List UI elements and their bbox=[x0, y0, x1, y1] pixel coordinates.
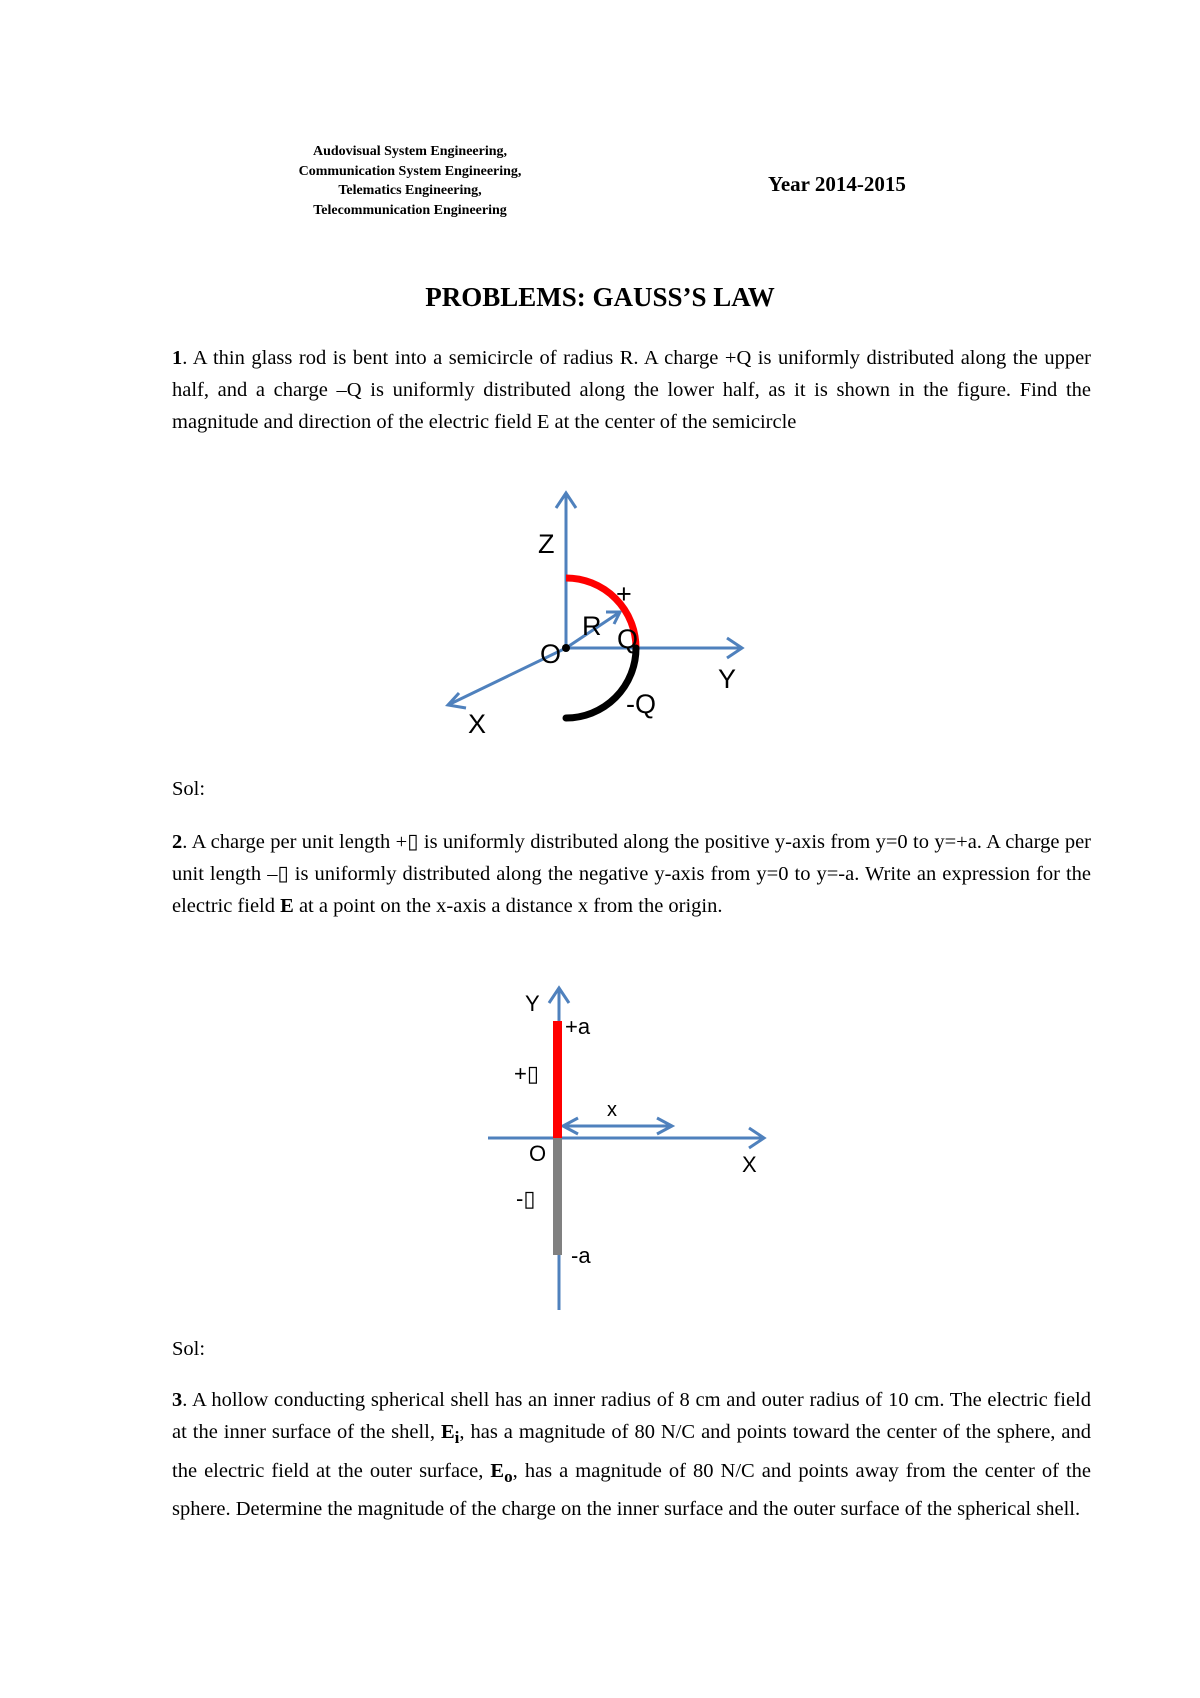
label-y: Y bbox=[525, 991, 540, 1016]
program-line: Telecommunication Engineering bbox=[313, 202, 507, 218]
solution-label: Sol: bbox=[172, 1338, 206, 1360]
problem-3 bbox=[172, 1384, 1091, 1525]
program-line: Communication System Engineering, bbox=[298, 163, 522, 179]
label-origin: O bbox=[540, 639, 562, 669]
negative-line-charge bbox=[553, 1138, 562, 1255]
label-minus-a: -a bbox=[571, 1243, 591, 1268]
problem-text: . A hollow conducting spherical shell has an inner radius of 8 cm and outer radius of 10 cm. The electric field at the inner surface of the shell, bbox=[172, 1389, 1091, 1444]
field-subscript: o bbox=[504, 1466, 513, 1486]
problem-text: , has a magnitude of 80 N/C and points toward the center of the sphere, and the electric field at the outer surface, bbox=[172, 1421, 1091, 1482]
problem-number: 3 bbox=[172, 1389, 183, 1411]
program-line: Audovisual System Engineering, bbox=[312, 144, 508, 159]
label-z: Z bbox=[538, 529, 555, 559]
program-line: Telematics Engineering, bbox=[338, 183, 482, 198]
label-plus-q: Q bbox=[617, 624, 639, 654]
problem-number: 1 bbox=[172, 347, 183, 369]
field-symbol: E bbox=[280, 895, 294, 918]
label-x: X bbox=[742, 1152, 757, 1177]
problem-text: , has a magnitude of 80 N/C and points away from the center of the sphere. Determine the magnitude of the charge on the inner surface and the outer surface of the spherical shell. bbox=[172, 1459, 1092, 1520]
label-plus-sign: + bbox=[616, 579, 632, 609]
academic-year: Year 2014-2015 bbox=[768, 172, 906, 196]
problem-text: . A charge per unit length +▯ is uniformly distributed along the positive y-axis from y=0 to y=+a. A charge per unit length –▯ is uniformly distributed along the negative y-axis from y=0 to y=-a. Write an expression for the electric field bbox=[172, 831, 1091, 918]
page-title: PROBLEMS: GAUSS’S LAW bbox=[425, 282, 775, 312]
field-subscript: i bbox=[454, 1428, 460, 1448]
problem-number: 2 bbox=[172, 831, 183, 853]
label-y: Y bbox=[718, 664, 737, 694]
field-symbol: E bbox=[440, 1421, 455, 1444]
label-distance-x: x bbox=[607, 1099, 617, 1121]
field-symbol: E bbox=[490, 1459, 505, 1482]
label-origin: O bbox=[529, 1141, 547, 1166]
problem-text: . A thin glass rod is bent into a semicircle of radius R. A charge +Q is uniformly distributed along the upper half, and a charge –Q is uniformly distributed along the lower half, as it is shown in the figure. Find the magnitude and direction of the electric field E at the center of the semicircle bbox=[172, 347, 1091, 434]
problem-text: at a point on the x-axis a distance x from the origin. bbox=[293, 895, 723, 918]
label-minus-q: -Q bbox=[626, 689, 656, 719]
label-radius: R bbox=[582, 611, 602, 641]
positive-line-charge bbox=[553, 1021, 562, 1138]
solution-label: Sol: bbox=[172, 778, 206, 800]
label-x: X bbox=[468, 709, 487, 739]
label-negative-density: -▯ bbox=[516, 1186, 536, 1211]
label-plus-a: +a bbox=[565, 1014, 591, 1039]
label-positive-density: +▯ bbox=[514, 1061, 539, 1086]
